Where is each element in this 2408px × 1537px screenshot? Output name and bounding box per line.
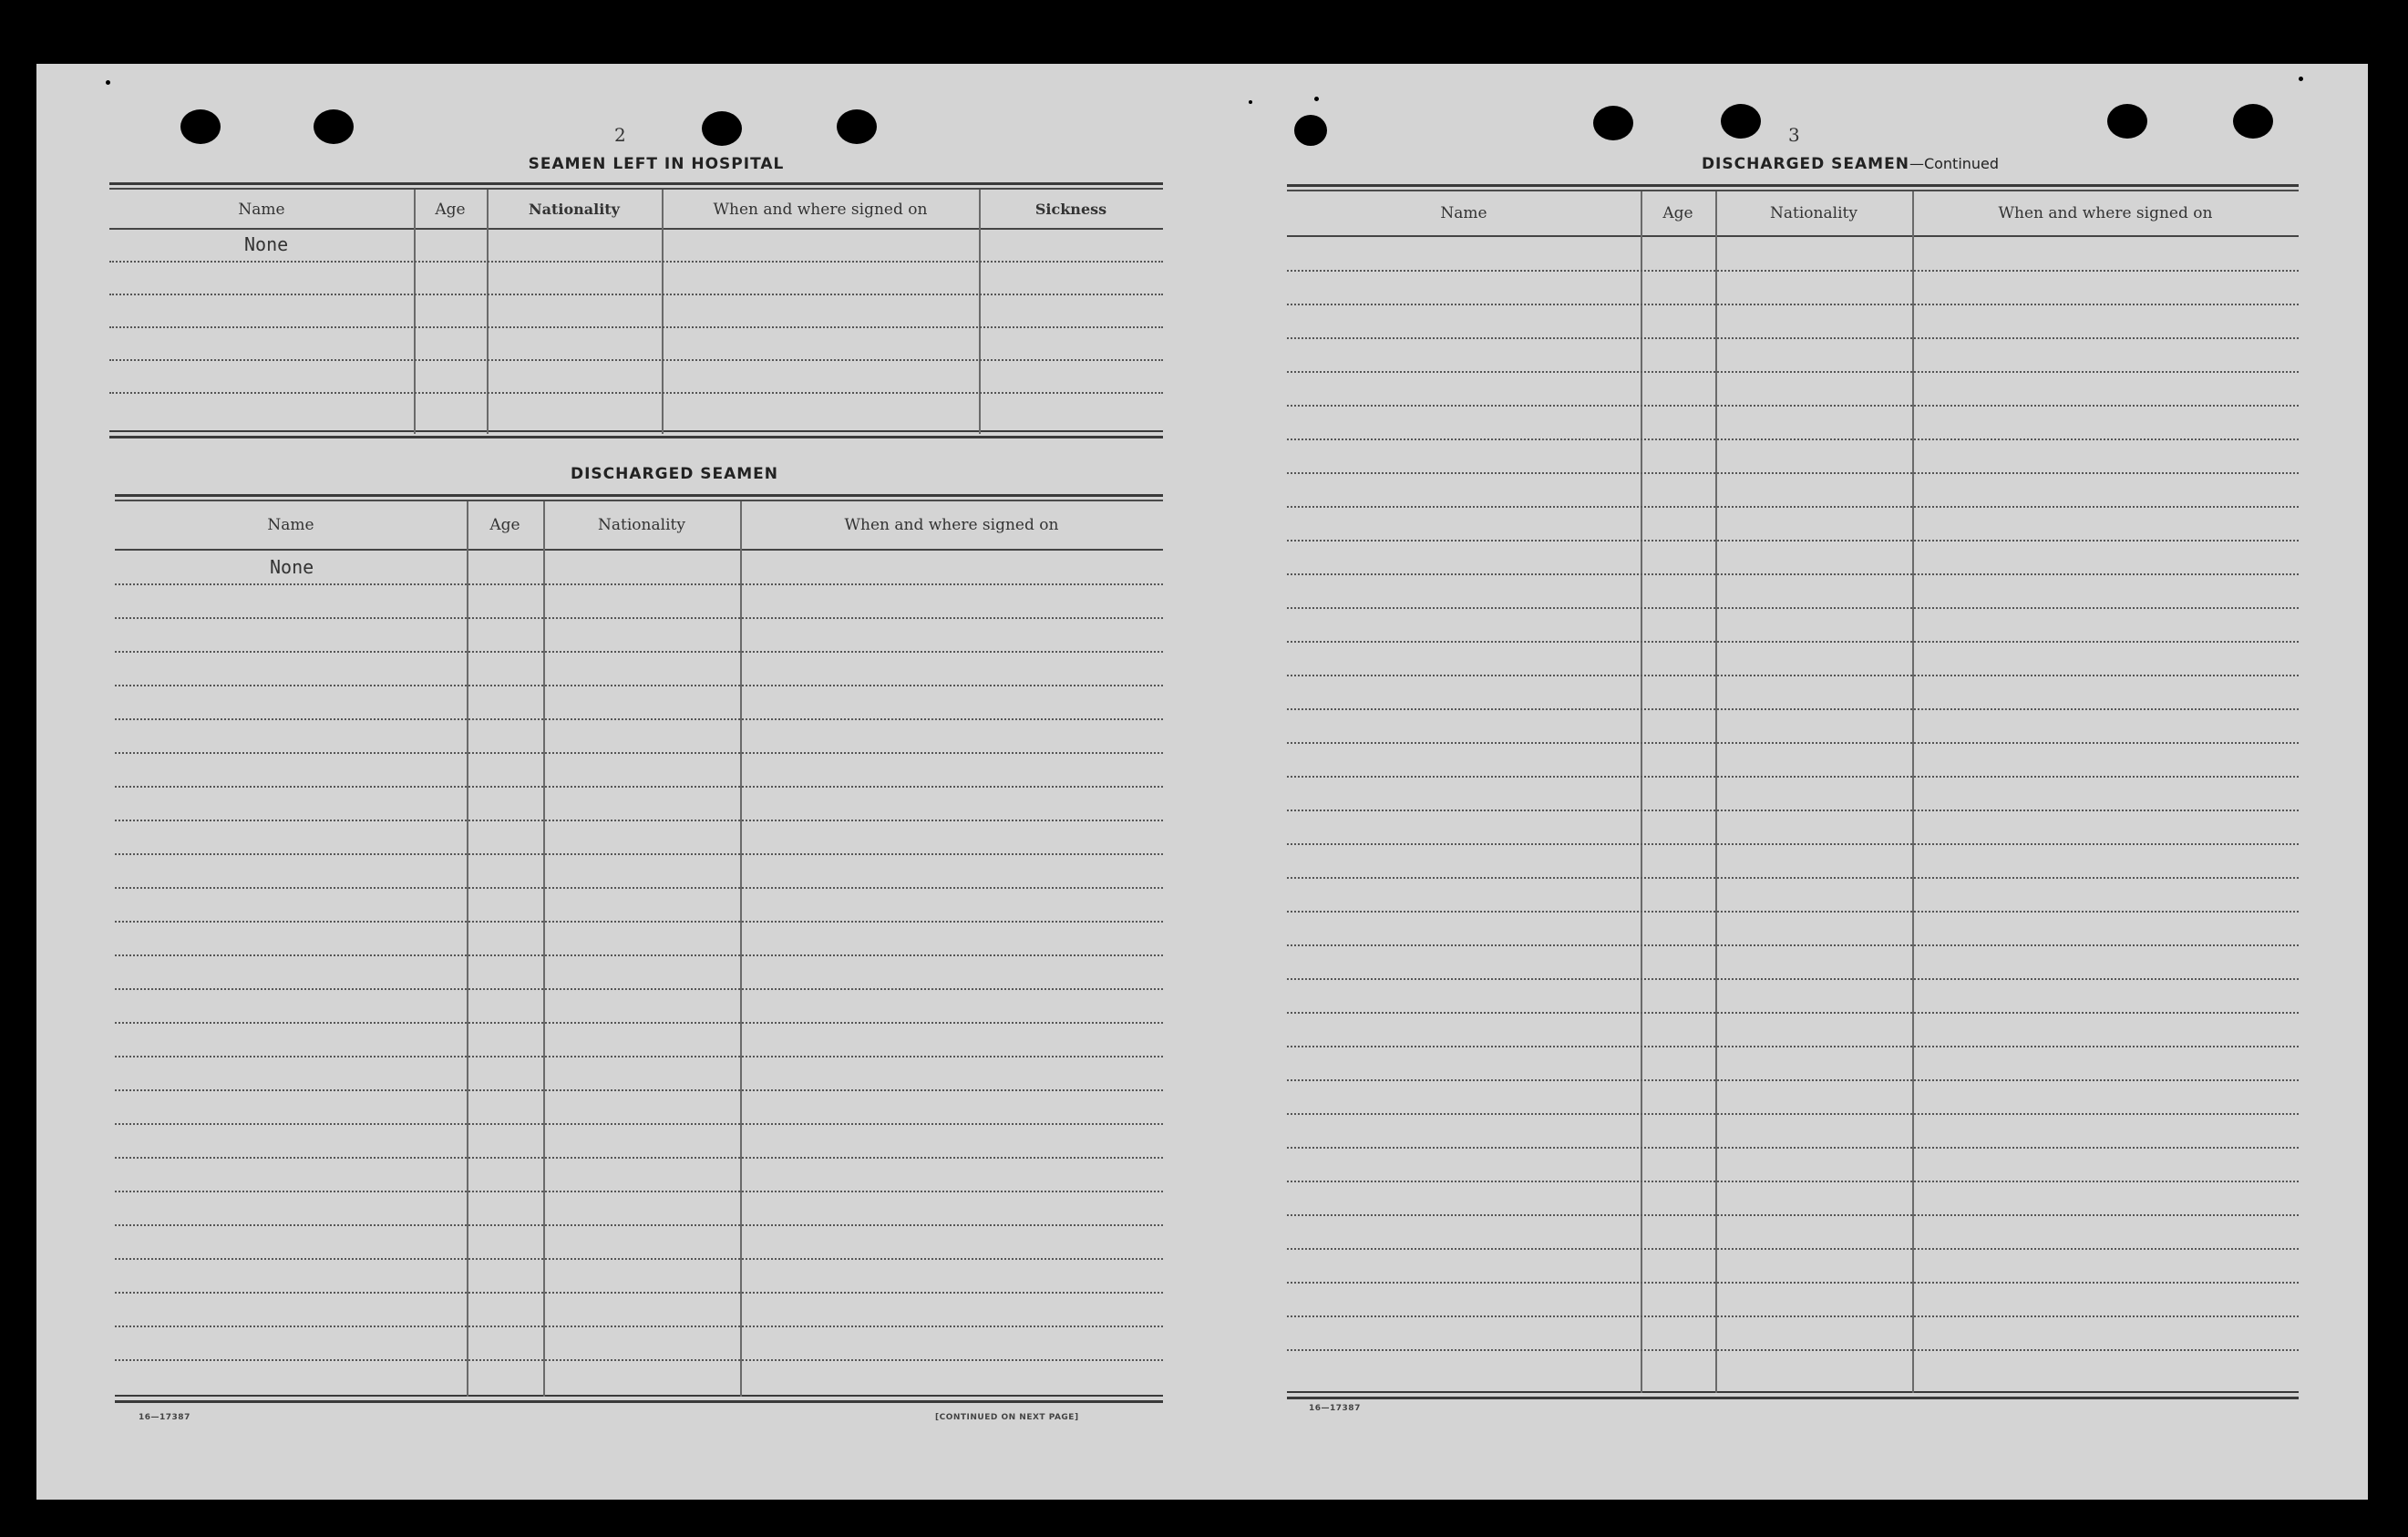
hospital-col-nationality: Nationality bbox=[529, 201, 620, 218]
speck bbox=[1314, 97, 1319, 101]
form-sheet bbox=[36, 64, 2368, 1500]
discharged-col-signed-on: When and where signed on bbox=[844, 516, 1059, 534]
hospital-col-age: Age bbox=[435, 201, 466, 219]
discharged-continued-title bbox=[1531, 155, 2169, 173]
hospital-entry: None bbox=[244, 233, 289, 255]
punch-hole bbox=[837, 109, 877, 144]
hospital-col-signed-on: When and where signed on bbox=[713, 201, 928, 219]
form-number-left: 16—17387 bbox=[139, 1413, 190, 1422]
discharged-col-nationality: Nationality bbox=[598, 516, 685, 534]
punch-hole bbox=[1721, 104, 1761, 139]
hospital-section-title: SEAMEN LEFT IN HOSPITAL bbox=[528, 155, 785, 173]
hospital-col-sickness: Sickness bbox=[1034, 201, 1107, 218]
speck bbox=[2299, 77, 2303, 81]
continued-col-name: Name bbox=[1440, 204, 1487, 222]
punch-hole bbox=[314, 109, 354, 144]
discharged-table-left bbox=[115, 494, 1163, 1406]
continued-col-nationality: Nationality bbox=[1770, 204, 1857, 222]
page-number-left: 2 bbox=[614, 124, 626, 146]
punch-hole bbox=[2107, 104, 2147, 139]
speck bbox=[106, 80, 110, 85]
punch-hole bbox=[702, 111, 742, 146]
discharged-table-right bbox=[1287, 184, 2299, 1402]
discharged-continued-title-main: DISCHARGED SEAMEN bbox=[1701, 155, 1909, 173]
discharged-section-title: DISCHARGED SEAMEN bbox=[571, 465, 778, 483]
punch-hole bbox=[180, 109, 221, 144]
punch-hole bbox=[1593, 106, 1633, 140]
page-number-right: 3 bbox=[1788, 124, 1800, 146]
continued-col-age: Age bbox=[1662, 204, 1693, 222]
punch-hole bbox=[2233, 104, 2273, 139]
continued-col-signed-on: When and where signed on bbox=[1998, 204, 2213, 222]
discharged-continued-suffix: —Continued bbox=[1909, 155, 2000, 172]
speck bbox=[1249, 100, 1252, 104]
hospital-col-name: Name bbox=[238, 201, 285, 219]
hospital-table bbox=[109, 182, 1163, 441]
discharged-col-age: Age bbox=[489, 516, 520, 534]
discharged-entry: None bbox=[270, 556, 314, 578]
form-number-right: 16—17387 bbox=[1309, 1404, 1361, 1413]
punch-hole bbox=[1294, 115, 1327, 146]
discharged-col-name: Name bbox=[267, 516, 314, 534]
continued-note: [CONTINUED ON NEXT PAGE] bbox=[935, 1413, 1079, 1422]
